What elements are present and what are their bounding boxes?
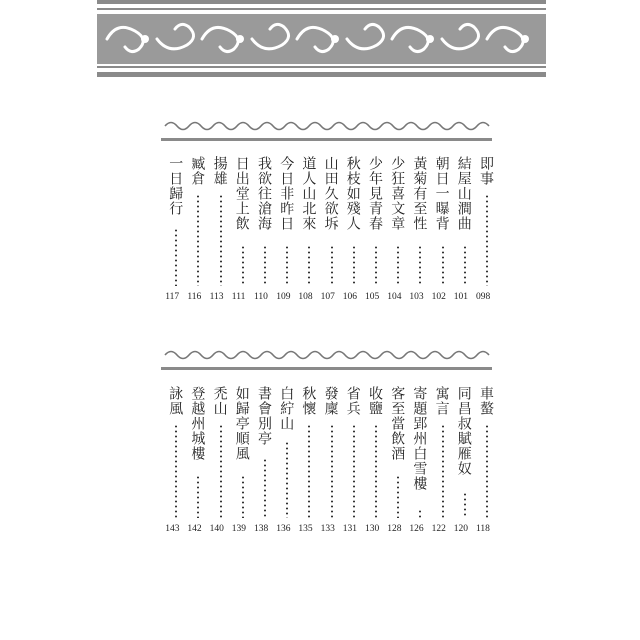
- toc-page-number: 111: [231, 292, 246, 302]
- toc-leader-dots: [331, 424, 333, 518]
- toc-entry-title: 山田久欲坼: [322, 156, 339, 231]
- toc-entry-title: 如歸亭順風: [233, 386, 250, 461]
- toc-entry-title: 登越州城樓: [189, 386, 206, 461]
- toc-page-number: 142: [187, 524, 202, 534]
- toc-entry[interactable]: [389, 156, 409, 304]
- toc-page-number: 117: [165, 292, 180, 302]
- toc-page-number: 105: [365, 292, 380, 302]
- toc-leader-dots: [419, 245, 421, 286]
- toc-entry[interactable]: [231, 156, 254, 304]
- toc-page-number: 122: [431, 524, 446, 534]
- toc-entry-title: 日出堂上飲: [233, 156, 250, 231]
- toc-entry[interactable]: [300, 156, 320, 304]
- toc-page-number: 128: [387, 524, 402, 534]
- toc-page-number: 135: [298, 524, 313, 534]
- toc-entry-title: 我欲往滄海: [256, 156, 272, 231]
- toc-entry-title: 臧倉: [189, 156, 206, 186]
- toc-entry-title: 即事: [478, 156, 494, 186]
- toc-page-number: 126: [409, 524, 424, 534]
- toc-entry-title: 黃菊有至性: [411, 156, 428, 231]
- toc-leader-dots: [464, 492, 466, 518]
- toc-entry[interactable]: [167, 156, 187, 304]
- toc-leader-dots: [419, 509, 421, 518]
- toc-leader-dots: [397, 245, 399, 286]
- toc-leader-dots: [353, 245, 355, 286]
- toc-leader-dots: [197, 475, 199, 518]
- toc-entry[interactable]: [167, 386, 187, 536]
- toc-entry-title: 收鹽: [367, 386, 383, 416]
- toc-page-number: 133: [320, 524, 335, 534]
- toc-entry[interactable]: [231, 386, 254, 536]
- toc-leader-dots: [353, 424, 355, 518]
- toc-page-number: 143: [165, 524, 180, 534]
- toc-entry[interactable]: [300, 386, 320, 536]
- toc-page-number: 103: [409, 292, 424, 302]
- toc-entry[interactable]: [431, 156, 454, 304]
- toc-page-number: 130: [365, 524, 380, 534]
- toc-page-number: 098: [476, 292, 491, 302]
- toc-page-number: 140: [209, 524, 224, 534]
- toc-entry-title: 揚雄: [211, 156, 228, 186]
- toc-page-number: 104: [387, 292, 402, 302]
- toc-entry-title: 朝日一曝背: [433, 156, 450, 231]
- toc-page-number: 108: [298, 292, 313, 302]
- toc-entry-title: 白紵山: [278, 386, 295, 431]
- toc-entry-title: 書會別亭: [256, 386, 272, 446]
- toc-entry[interactable]: [256, 386, 276, 536]
- toc-page-number: 110: [254, 292, 268, 302]
- toc-leader-dots: [242, 475, 244, 518]
- toc-leader-dots: [308, 424, 310, 518]
- toc-entry[interactable]: [278, 386, 298, 536]
- toc-leader-dots: [375, 245, 377, 286]
- toc-page-number: 118: [476, 524, 490, 534]
- toc-page-number: 106: [342, 292, 358, 302]
- toc-leader-dots: [375, 424, 377, 518]
- toc-leader-dots: [175, 228, 177, 286]
- toc-leader-dots: [242, 245, 244, 286]
- toc-entry[interactable]: [367, 386, 387, 536]
- toc-leader-dots: [220, 194, 222, 286]
- toc-entry[interactable]: [431, 386, 454, 536]
- toc-entry[interactable]: [342, 386, 365, 536]
- toc-page-number: 138: [254, 524, 269, 534]
- toc-leader-dots: [397, 475, 399, 518]
- toc-entry[interactable]: [478, 156, 498, 304]
- toc-entry[interactable]: [320, 156, 343, 304]
- toc-page-number: 139: [231, 524, 247, 534]
- toc-page-number: 120: [453, 524, 469, 534]
- toc-entry[interactable]: [189, 156, 209, 304]
- toc-leader-dots: [464, 245, 466, 286]
- toc-entry[interactable]: [256, 156, 276, 304]
- toc-leader-dots: [197, 194, 199, 286]
- toc-entry-title: 少狂喜文章: [389, 156, 406, 231]
- toc-leader-dots: [331, 245, 333, 286]
- toc-leader-dots: [308, 245, 310, 286]
- toc-entry-title: 少年見青春: [367, 156, 383, 231]
- toc-leader-dots: [264, 458, 266, 518]
- toc-entry-title: 禿山: [211, 386, 228, 416]
- toc-entry-title: 今日非昨日: [278, 156, 295, 231]
- toc-entry[interactable]: [209, 156, 232, 304]
- toc-leader-dots: [286, 441, 288, 518]
- toc-entry[interactable]: [278, 156, 298, 304]
- toc-page-number: 116: [187, 292, 202, 302]
- toc-leader-dots: [486, 194, 488, 286]
- toc-entry-title: 省兵: [344, 386, 361, 416]
- toc-entry[interactable]: [411, 386, 431, 536]
- toc-entry-title: 車螯: [478, 386, 494, 416]
- toc-entry[interactable]: [478, 386, 498, 536]
- toc-leader-dots: [442, 424, 444, 518]
- toc-entry[interactable]: [453, 386, 476, 536]
- toc-entry-title: 道人山北來: [300, 156, 317, 231]
- toc-entry[interactable]: [367, 156, 387, 304]
- toc-entry-title: 秋枝如殘人: [344, 156, 361, 231]
- toc-leader-dots: [175, 424, 177, 518]
- toc-entry-title: 發廩: [322, 386, 339, 416]
- toc-leader-dots: [220, 424, 222, 518]
- toc-page-number: 109: [276, 292, 291, 302]
- toc-leader-dots: [442, 245, 444, 286]
- toc-entry-title: 詠風: [167, 386, 184, 416]
- toc-page-number: 131: [342, 524, 358, 534]
- toc-entry[interactable]: [342, 156, 365, 304]
- toc-entry[interactable]: [453, 156, 476, 304]
- toc-entry-title: 同昌叔賦雁奴: [455, 386, 472, 476]
- toc-entry[interactable]: [411, 156, 431, 304]
- toc-page-number: 101: [453, 292, 469, 302]
- toc-leader-dots: [264, 245, 266, 286]
- toc-entry-title: 寄題郢州白雪樓: [411, 386, 428, 491]
- toc-entry-title: 一日歸行: [167, 156, 184, 216]
- toc-page-number: 113: [209, 292, 224, 302]
- toc-leader-dots: [286, 245, 288, 286]
- toc-entry-title: 結屋山澗曲: [455, 156, 472, 231]
- toc-entry[interactable]: [320, 386, 343, 536]
- toc-page-number: 136: [276, 524, 291, 534]
- toc-entry-title: 秋懷: [300, 386, 317, 416]
- toc-entry[interactable]: [389, 386, 409, 536]
- toc-leader-dots: [486, 424, 488, 518]
- toc-entry[interactable]: [189, 386, 209, 536]
- toc-page-number: 102: [431, 292, 446, 302]
- toc-entry[interactable]: [209, 386, 232, 536]
- toc-page-number: 107: [320, 292, 335, 302]
- toc-entry-title: 寓言: [433, 386, 450, 416]
- toc-entry-title: 客至當飲酒: [389, 386, 406, 461]
